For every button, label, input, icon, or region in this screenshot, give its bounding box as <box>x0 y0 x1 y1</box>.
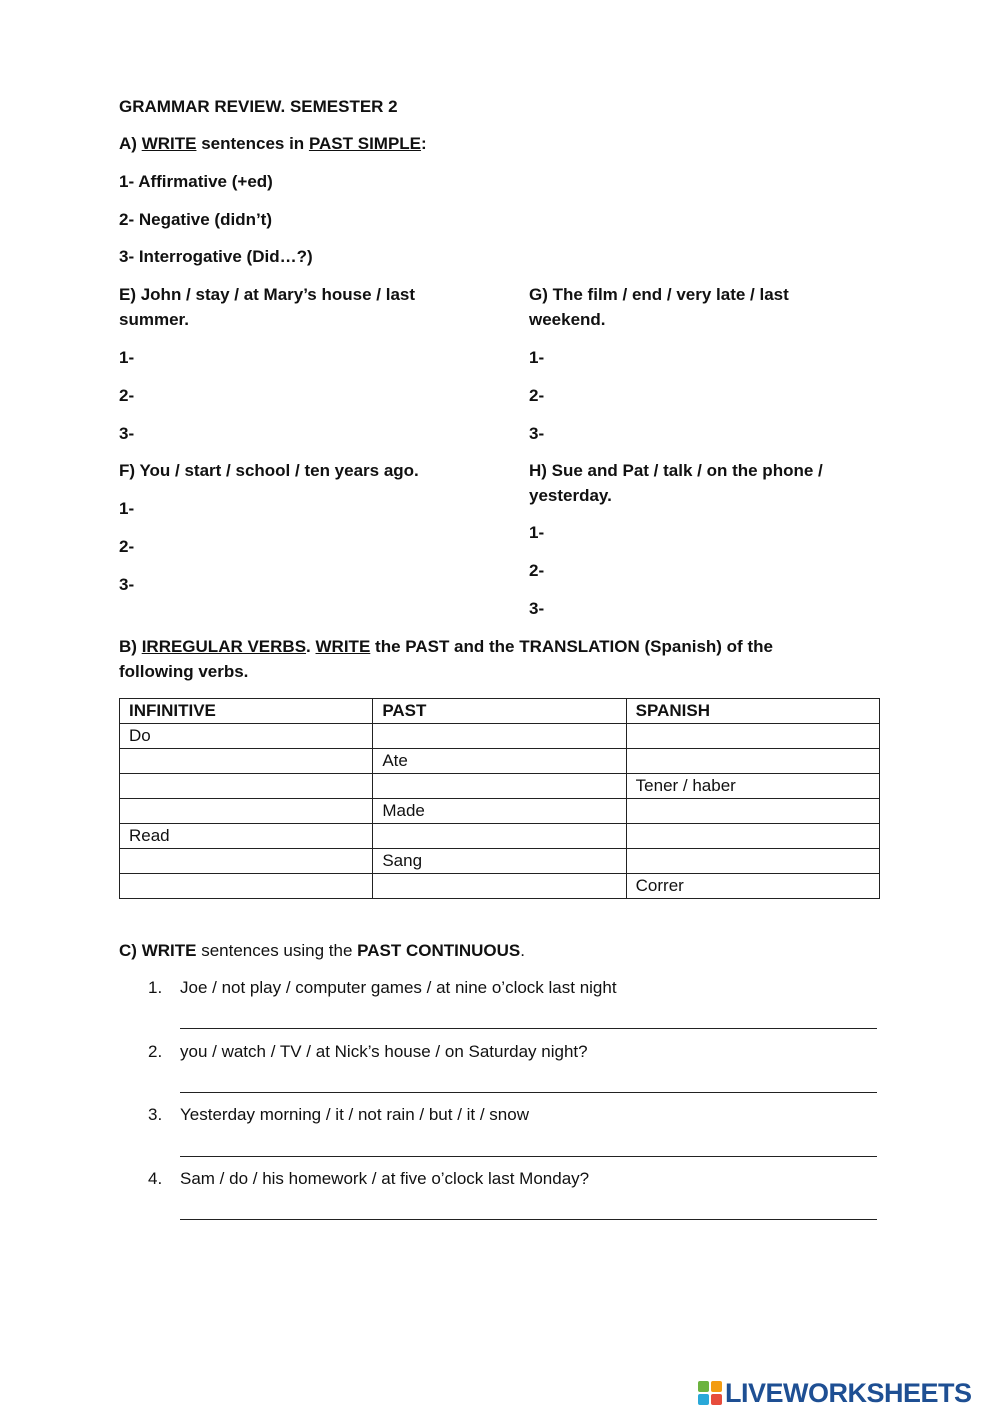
section-b-irregular: IRREGULAR VERBS <box>141 637 307 656</box>
exercise-f-prompt <box>119 458 469 483</box>
cell-infinitive[interactable] <box>120 774 373 799</box>
form-negative: 2- Negative (didn’t) <box>119 210 273 229</box>
cell-past[interactable] <box>373 874 626 899</box>
table-row <box>120 799 880 824</box>
irregular-verbs-table <box>119 698 880 899</box>
exercise-e-answer-2[interactable]: 2- <box>119 386 135 405</box>
section-a-mid: sentences in <box>201 134 305 153</box>
section-b-letter: B) <box>119 637 137 656</box>
header-spanish: SPANISH <box>626 699 879 724</box>
table-row <box>120 774 880 799</box>
cell-infinitive[interactable] <box>120 749 373 774</box>
section-b-heading <box>119 634 889 684</box>
page-title: GRAMMAR REVIEW. SEMESTER 2 <box>119 97 398 116</box>
exercise-e-line1: E) John / stay / at Mary’s house / last <box>119 285 416 304</box>
form-affirmative: 1- Affirmative (+ed) <box>119 172 273 191</box>
table-row <box>120 849 880 874</box>
exercise-f-line1: F) You / start / school / ten years ago. <box>119 461 419 480</box>
item-1-text: Joe / not play / computer games / at nine o’clock last night <box>180 978 617 997</box>
cell-infinitive: Do <box>120 724 373 749</box>
section-c-write: WRITE <box>141 941 197 960</box>
section-b-dot: . <box>306 637 311 656</box>
item-1-number: 1. <box>148 978 163 997</box>
table-row <box>120 749 880 774</box>
section-b-write: WRITE <box>315 637 371 656</box>
section-a-letter: A) <box>119 134 137 153</box>
exercise-h-line1: H) Sue and Pat / talk / on the phone / <box>529 461 823 480</box>
exercise-h-prompt <box>529 458 879 508</box>
section-b-rest-line1: the PAST and the TRANSLATION (Spanish) of the <box>375 637 773 656</box>
section-c-tense: PAST CONTINUOUS <box>357 941 521 960</box>
cell-past[interactable] <box>373 724 626 749</box>
table-row <box>120 824 880 849</box>
cell-past: Made <box>373 799 626 824</box>
cell-spanish: Correr <box>626 874 879 899</box>
exercise-e-answer-3[interactable]: 3- <box>119 424 135 443</box>
exercise-h-line2: yesterday. <box>529 486 612 505</box>
item-3-number: 3. <box>148 1105 163 1124</box>
exercise-h-answer-2[interactable]: 2- <box>529 561 545 580</box>
exercise-g-line1: G) The film / end / very late / last <box>529 285 789 304</box>
exercise-g-answer-2[interactable]: 2- <box>529 386 545 405</box>
item-4-answer-line[interactable] <box>180 1219 877 1220</box>
liveworksheets-logo <box>698 1378 972 1408</box>
cell-past[interactable] <box>373 824 626 849</box>
section-a-colon: : <box>421 134 427 153</box>
exercise-g-prompt <box>529 282 879 332</box>
exercise-f-answer-2[interactable]: 2- <box>119 537 135 556</box>
header-past: PAST <box>373 699 626 724</box>
liveworksheets-logo-icon <box>698 1381 722 1405</box>
cell-past: Ate <box>373 749 626 774</box>
cell-spanish[interactable] <box>626 724 879 749</box>
exercise-g-answer-1[interactable]: 1- <box>529 348 545 367</box>
section-b-rest-line2: following verbs. <box>119 662 249 681</box>
item-3-text: Yesterday morning / it / not rain / but / it / snow <box>180 1105 529 1124</box>
exercise-g-answer-3[interactable]: 3- <box>529 424 545 443</box>
cell-spanish[interactable] <box>626 749 879 774</box>
cell-spanish[interactable] <box>626 799 879 824</box>
item-3-answer-line[interactable] <box>180 1156 877 1157</box>
section-c-mid: sentences using the <box>201 941 353 960</box>
table-row <box>120 724 880 749</box>
exercise-h-answer-3[interactable]: 3- <box>529 599 545 618</box>
cell-infinitive[interactable] <box>120 874 373 899</box>
cell-infinitive[interactable] <box>120 849 373 874</box>
section-a-tense: PAST SIMPLE <box>308 134 422 153</box>
liveworksheets-brand: LIVEWORKSHEETS <box>725 1377 972 1408</box>
exercise-f-answer-3[interactable]: 3- <box>119 575 135 594</box>
exercise-h-answer-1[interactable]: 1- <box>529 523 545 542</box>
table-row <box>120 874 880 899</box>
form-interrogative: 3- Interrogative (Did…?) <box>119 247 313 266</box>
header-infinitive: INFINITIVE <box>120 699 373 724</box>
section-c-heading <box>119 938 525 963</box>
item-4-number: 4. <box>148 1169 163 1188</box>
section-c-letter: C) <box>119 941 137 960</box>
cell-spanish[interactable] <box>626 849 879 874</box>
cell-infinitive: Read <box>120 824 373 849</box>
cell-infinitive[interactable] <box>120 799 373 824</box>
item-4-text: Sam / do / his homework / at five o’clock last Monday? <box>180 1169 590 1188</box>
item-2-text: you / watch / TV / at Nick’s house / on Saturday night? <box>180 1042 588 1061</box>
exercise-e-prompt <box>119 282 469 332</box>
table-header-row <box>120 699 880 724</box>
item-2-answer-line[interactable] <box>180 1092 877 1093</box>
cell-spanish[interactable] <box>626 824 879 849</box>
section-a-write: WRITE <box>141 134 197 153</box>
cell-past: Sang <box>373 849 626 874</box>
section-c-dot: . <box>520 941 525 960</box>
section-a-heading <box>119 131 427 156</box>
exercise-f-answer-1[interactable]: 1- <box>119 499 135 518</box>
exercise-e-line2: summer. <box>119 310 189 329</box>
cell-spanish: Tener / haber <box>626 774 879 799</box>
item-1-answer-line[interactable] <box>180 1028 877 1029</box>
item-2-number: 2. <box>148 1042 163 1061</box>
exercise-g-line2: weekend. <box>529 310 606 329</box>
exercise-e-answer-1[interactable]: 1- <box>119 348 135 367</box>
cell-past[interactable] <box>373 774 626 799</box>
